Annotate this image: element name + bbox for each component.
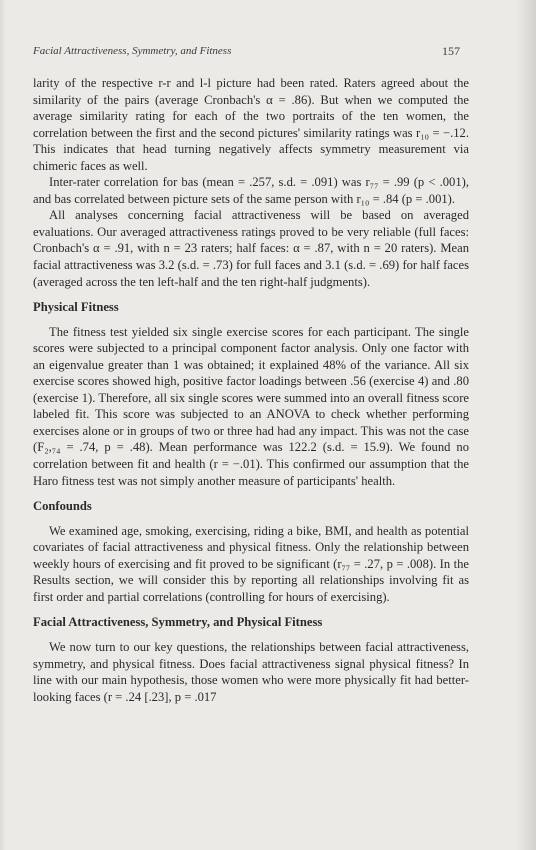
page-edge-shadow [0, 0, 6, 850]
section-heading-physical-fitness: Physical Fitness [33, 300, 119, 315]
paragraph-2: Inter-rater correlation for bas (mean = .257, s.d. = .091) was r₇₇ = .99 (p < .001), and bas correlated between picture sets of the same person with r₁₀ = .84 (p = .001). [33, 175, 469, 206]
paragraph-5: We examined age, smoking, exercising, riding a bike, BMI, and health as potential covariates of facial attractiveness and physical fitness. Only the relationship between weekly hours of exercising and fit proved to be significant (r₇₇ = .27, p = .008). In the Results section, we will consider this by reporting all relationships involving fit as first order and partial correlations (controlling for hours of exercising). [33, 523, 469, 604]
paragraph-1: larity of the respective r-r and l-l picture had been rated. Raters agreed about the similarity of the pairs (average Cronbach's α = .86). But when we computed the average similarity rating for each of the two portraits of the ten women, the correlation between the first and the second pictures' similarity ratings was r₁₀ = −.12. This indicates that head turning negatively affects symmetry measurement via chimeric faces as well. [33, 76, 469, 173]
gutter-shadow [516, 0, 536, 850]
paragraph-3: All analyses concerning facial attractiveness will be based on averaged evaluations. Our averaged attractiveness ratings proved to be very reliable (full faces: Cronbach's α = .91, with n = 23 raters; half faces: α = .87, with n = 20 raters). Mean facial attractiveness was 3.2 (s.d. = .73) for full faces and 3.1 (s.d. = .69) for half faces (averaged across the ten left-half and the ten right-half judgments). [33, 208, 469, 289]
running-head: Facial Attractiveness, Symmetry, and Fitness [33, 45, 232, 57]
page-number: 157 [442, 44, 460, 58]
paragraph-4: The fitness test yielded six single exercise scores for each participant. The single scores were subjected to a principal component factor analysis. Only one factor with an eigenvalue greater than 1 was obtained; it explained 48% of the variance. All six exercise scores showed high, positive factor loadings between .56 (exercise 4) and .80 (exercise 1). Therefore, all six single scores were summed into an overall fitness score labeled fit. This score was subjected to an ANOVA to check whether performing exercises alone or in groups of two or three had had any impact. This was not the case (F₂,₇₄ = .74, p = .48). Mean performance was 122.2 (s.d. = 15.9). We found no correlation between fit and health (r = −.01). This confirmed our assumption that the Haro fitness test was not simply another measure of participants' health. [33, 324, 469, 488]
body-text [33, 75, 469, 705]
section-heading-confounds: Confounds [33, 499, 92, 514]
paragraph-6: We now turn to our key questions, the relationships between facial attractiveness, symmetry, and physical fitness. Does facial attractiveness signal physical fitness? In line with our main hypothesis, those women who were more physically fit had better-looking faces (r = .24 [.23], p = .017 [33, 639, 469, 704]
section-heading-facial-attractiveness: Facial Attractiveness, Symmetry, and Physical Fitness [33, 615, 323, 630]
